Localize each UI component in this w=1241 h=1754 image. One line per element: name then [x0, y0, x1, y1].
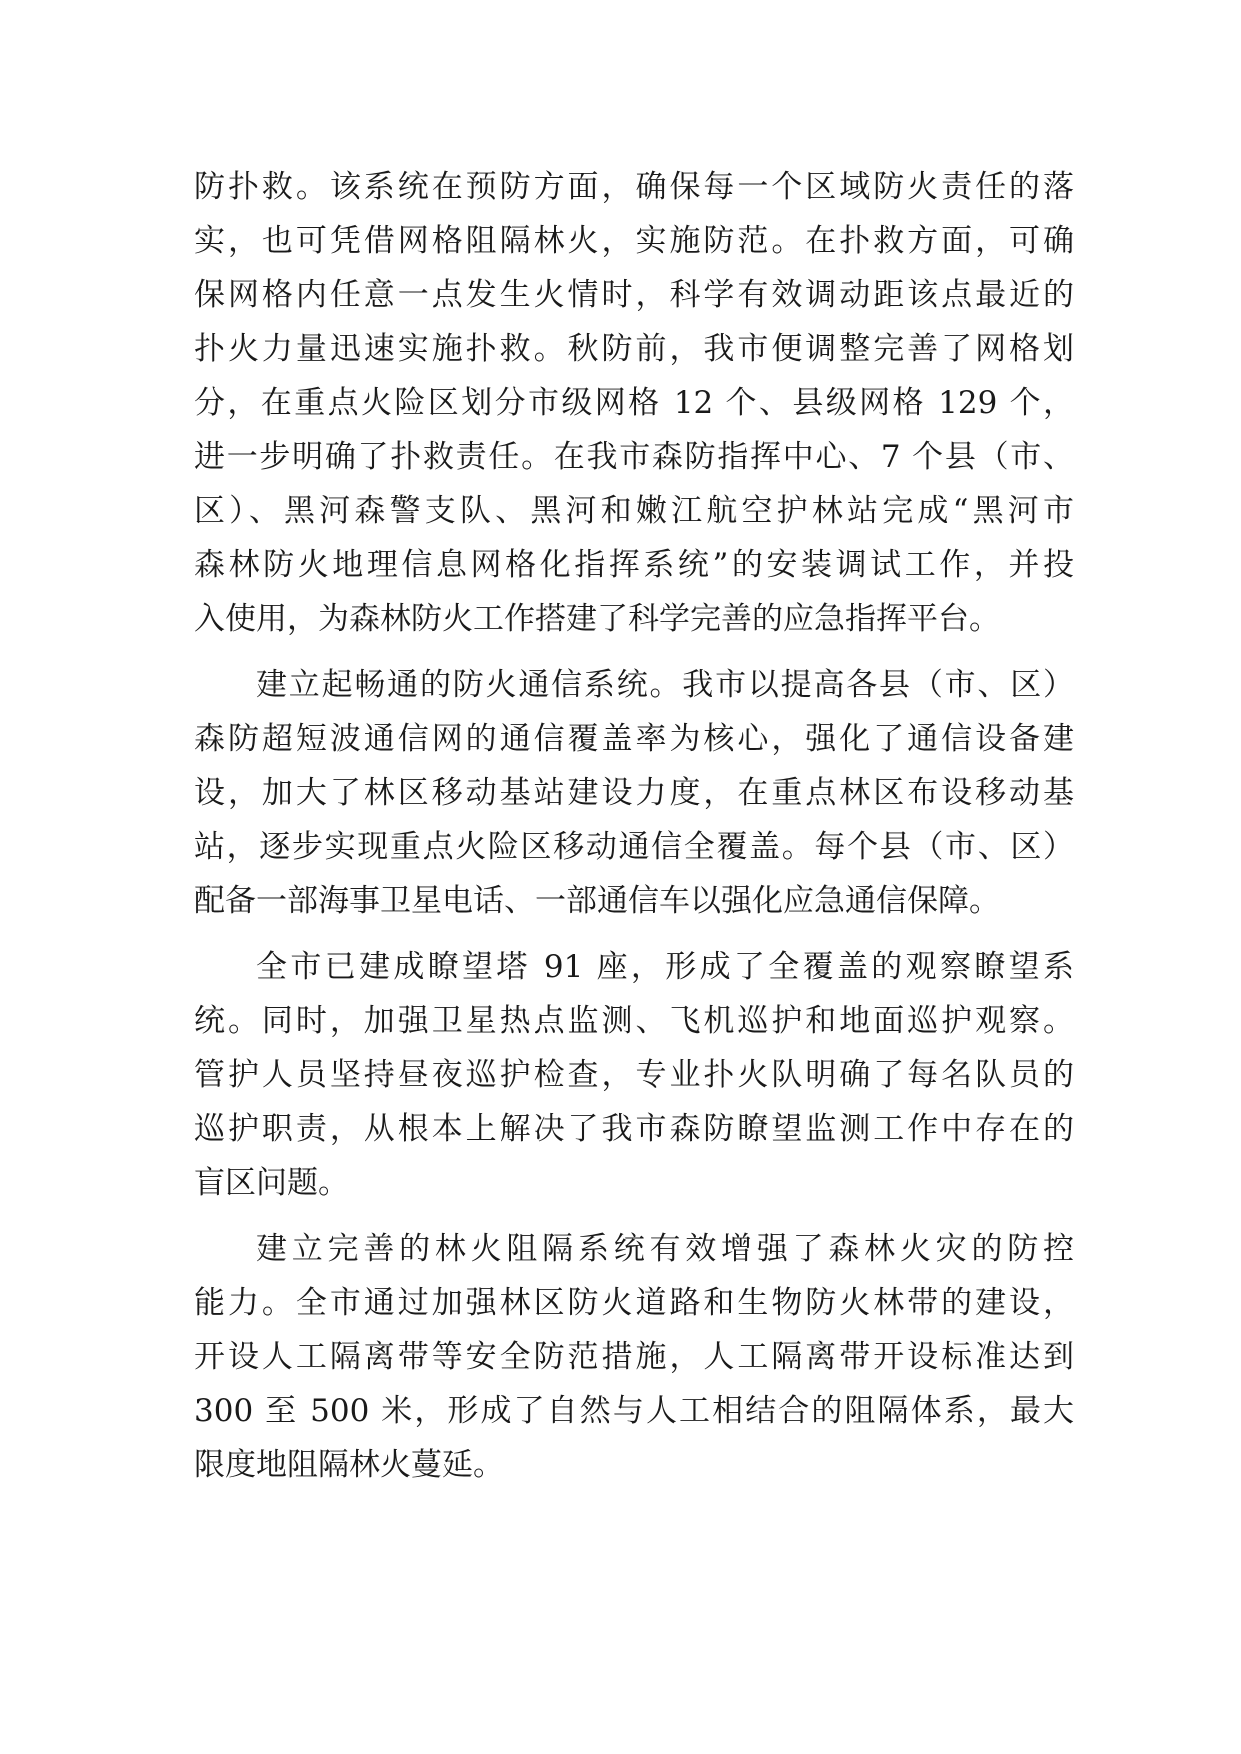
text-line: 盲区问题。 — [194, 1165, 349, 1201]
text-line: 设，加大了林区移动基站建设力度，在重点林区布设移动基 — [194, 775, 1074, 811]
text-line: 统。同时，加强卫星热点监测、飞机巡护和地面巡护观察。 — [194, 1003, 1074, 1039]
text-line: 森防超短波通信网的通信覆盖率为核心，强化了通信设备建 — [194, 721, 1074, 757]
text-line: 300 至 500 米，形成了自然与人工相结合的阻隔体系，最大 — [194, 1393, 1074, 1429]
paragraph-communication-system — [194, 658, 1074, 928]
text-line: 建立完善的林火阻隔系统有效增强了森林火灾的防控 — [256, 1231, 1074, 1267]
text-line: 进一步明确了扑救责任。在我市森防指挥中心、7 个县（市、 — [194, 439, 1074, 475]
paragraph-firebreak-system — [194, 1222, 1074, 1492]
text-line: 限度地阻隔林火蔓延。 — [194, 1447, 504, 1483]
text-line: 扑火力量迅速实施扑救。秋防前，我市便调整完善了网格划 — [194, 331, 1074, 367]
text-line: 站，逐步实现重点火险区移动通信全覆盖。每个县（市、区） — [194, 829, 1074, 865]
paragraph-grid-system — [194, 160, 1074, 646]
text-line: 分，在重点火险区划分市级网格 12 个、县级网格 129 个， — [194, 385, 1074, 421]
text-line: 区）、黑河森警支队、黑河和嫩江航空护林站完成“黑河市 — [194, 493, 1074, 529]
text-line: 实，也可凭借网格阻隔林火，实施防范。在扑救方面，可确 — [194, 223, 1074, 259]
text-line: 能力。全市通过加强林区防火道路和生物防火林带的建设， — [194, 1285, 1074, 1321]
text-line: 开设人工隔离带等安全防范措施，人工隔离带开设标准达到 — [194, 1339, 1074, 1375]
text-line: 入使用，为森林防火工作搭建了科学完善的应急指挥平台。 — [194, 601, 1000, 637]
paragraph-watchtower-system — [194, 940, 1074, 1210]
text-line: 巡护职责，从根本上解决了我市森防瞭望监测工作中存在的 — [194, 1111, 1074, 1147]
text-line: 防扑救。该系统在预防方面，确保每一个区域防火责任的落 — [194, 169, 1074, 205]
text-line: 管护人员坚持昼夜巡护检查，专业扑火队明确了每名队员的 — [194, 1057, 1074, 1093]
text-line: 保网格内任意一点发生火情时，科学有效调动距该点最近的 — [194, 277, 1074, 313]
text-line: 森林防火地理信息网格化指挥系统”的安装调试工作，并投 — [194, 547, 1074, 583]
text-line: 建立起畅通的防火通信系统。我市以提高各县（市、区） — [256, 667, 1074, 703]
text-line: 全市已建成瞭望塔 91 座，形成了全覆盖的观察瞭望系 — [256, 949, 1074, 985]
text-line: 配备一部海事卫星电话、一部通信车以强化应急通信保障。 — [194, 883, 1000, 919]
document-body — [194, 160, 1074, 1492]
